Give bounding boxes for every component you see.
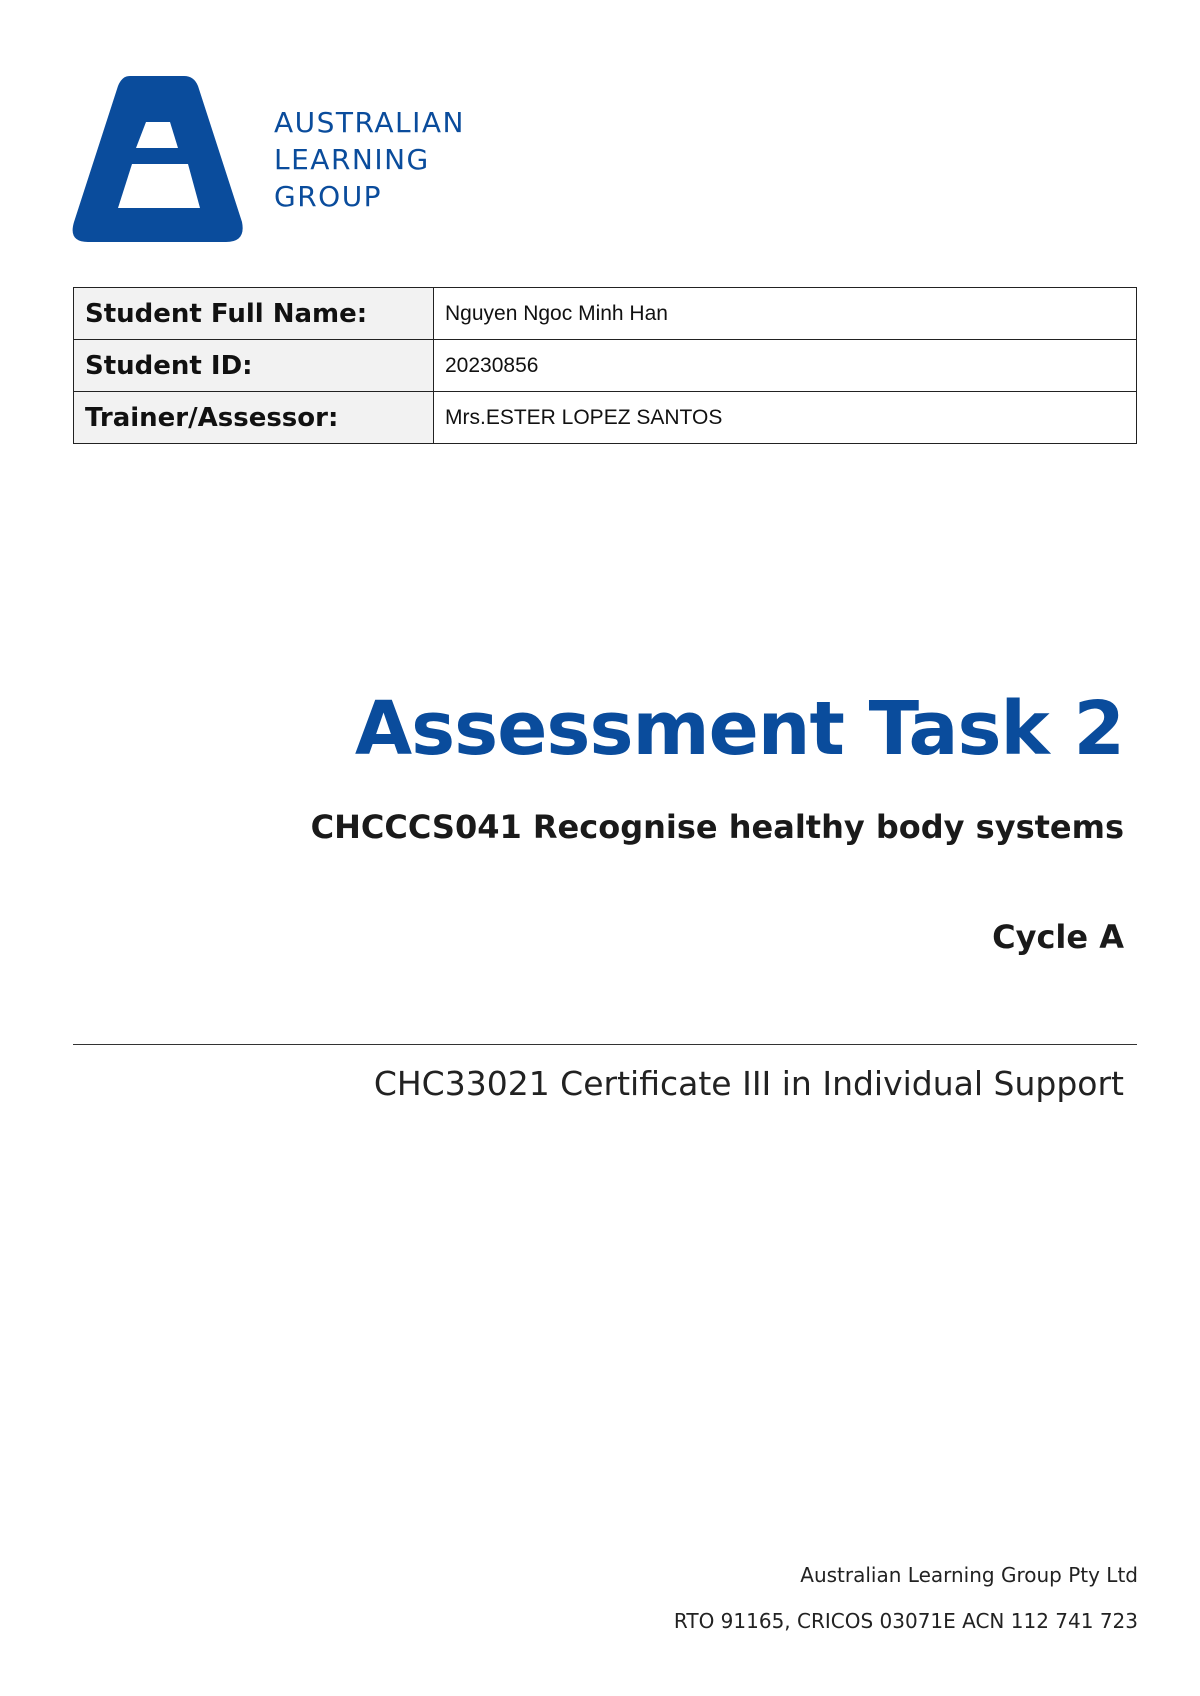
student-info-table xyxy=(73,287,1137,444)
logo-wordmark xyxy=(274,104,465,215)
letter-a-logo-icon xyxy=(72,76,244,242)
divider xyxy=(73,1044,1137,1045)
student-id-value: 20230856 xyxy=(434,340,1137,392)
unit-title: CHCCCS041 Recognise healthy body systems xyxy=(310,808,1124,846)
page-title: Assessment Task 2 xyxy=(354,686,1124,772)
trainer-label: Trainer/Assessor: xyxy=(74,392,434,444)
student-name-value: Nguyen Ngoc Minh Han xyxy=(434,288,1137,340)
cycle-label: Cycle A xyxy=(992,918,1124,956)
logo-line-2: LEARNING xyxy=(274,143,430,176)
student-name-label: Student Full Name: xyxy=(74,288,434,340)
table-row xyxy=(74,288,1137,340)
trainer-value: Mrs.ESTER LOPEZ SANTOS xyxy=(434,392,1137,444)
qualification-title: CHC33021 Certificate III in Individual Support xyxy=(373,1064,1124,1103)
table-row xyxy=(74,392,1137,444)
footer-registration: RTO 91165, CRICOS 03071E ACN 112 741 723 xyxy=(673,1609,1138,1633)
student-id-label: Student ID: xyxy=(74,340,434,392)
logo-line-1: AUSTRALIAN xyxy=(274,106,465,139)
table-row xyxy=(74,340,1137,392)
logo-line-3: GROUP xyxy=(274,180,383,213)
footer-company: Australian Learning Group Pty Ltd xyxy=(800,1563,1138,1587)
logo xyxy=(72,76,492,246)
